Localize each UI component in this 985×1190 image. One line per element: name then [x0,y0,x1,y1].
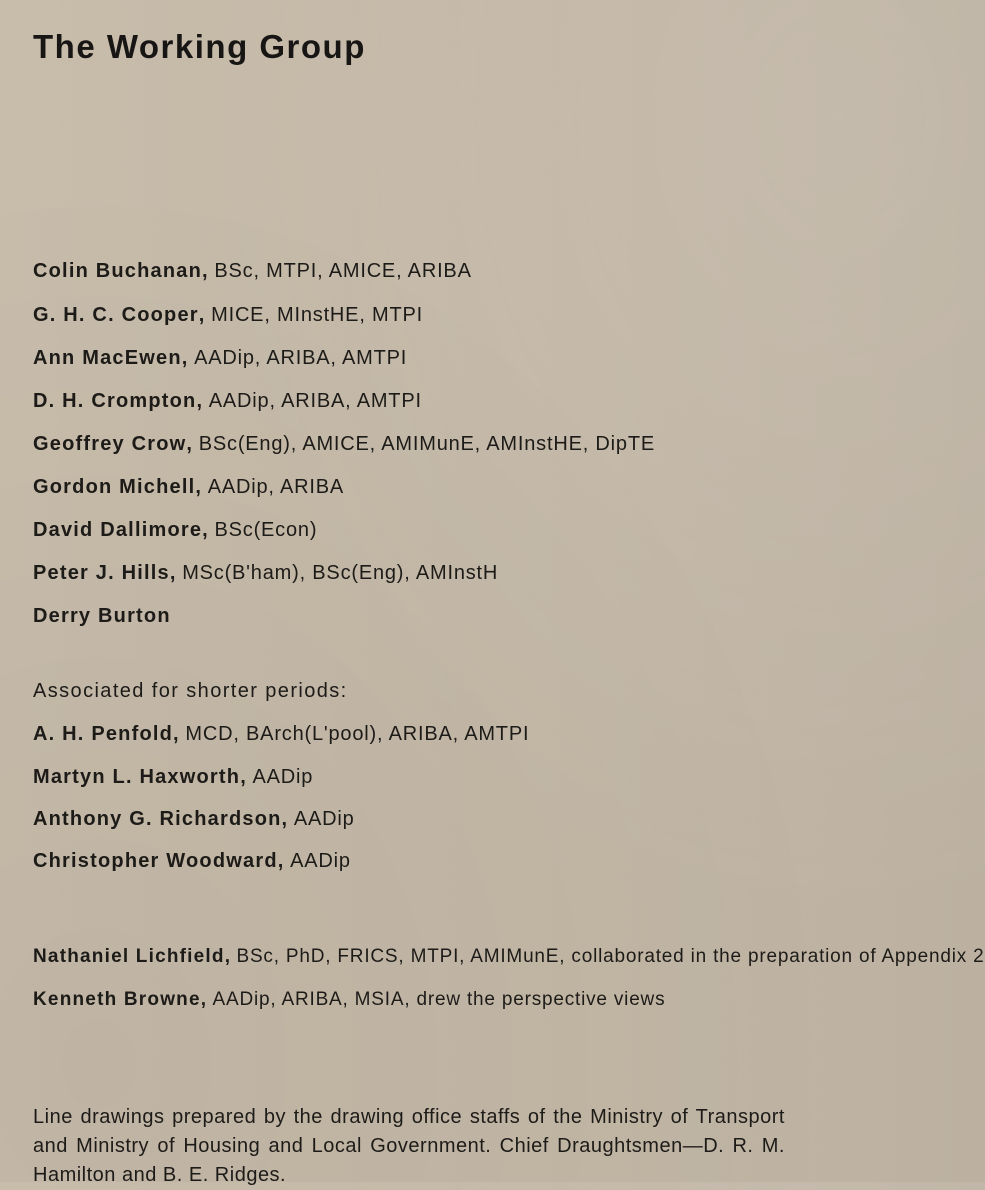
member-entry: G. H. C. Cooper, MICE, MInstHE, MTPI [33,304,424,326]
member-entry: Ann MacEwen, AADip, ARIBA, AMTPI [33,347,408,369]
contributor-entry: Nathaniel Lichfield, BSc, PhD, FRICS, MTPI, AMIMunE, collaborated in the preparation of Appendix 2 [33,946,985,967]
associated-entry: Anthony G. Richardson, AADip [33,808,355,830]
member-name: David Dallimore [33,519,203,541]
member-quals: MICE, MInstHE, MTPI [211,304,424,326]
associated-quals: AADip [252,766,314,788]
associated-entry: Martyn L. Haxworth, AADip [33,766,314,788]
member-quals: AADip, ARIBA, AMTPI [208,390,422,412]
member-name: Colin Buchanan [33,260,203,282]
member-quals: AADip, ARIBA, AMTPI [194,347,408,369]
associated-quals: AADip [293,808,355,830]
member-name: Derry Burton [33,605,171,627]
associated-quals: AADip [290,850,351,872]
member-name: Ann MacEwen [33,347,182,369]
associated-name: Christopher Woodward [33,850,278,872]
associated-heading: Associated for shorter periods: [33,680,348,702]
member-entry: David Dallimore, BSc(Econ) [33,519,318,541]
associated-name: A. H. Penfold [33,723,174,745]
member-entry: Colin Buchanan, BSc, MTPI, AMICE, ARIBA [33,260,472,282]
member-entry [33,605,171,628]
contributor-quals: AADip, ARIBA, MSIA, drew the perspective views [212,989,666,1010]
contributor-quals: BSc, PhD, FRICS, MTPI, AMIMunE, collaborated in the preparation of Appendix 2 [236,946,985,967]
member-name: D. H. Crompton [33,390,197,412]
associated-entry: Christopher Woodward, AADip [33,850,351,872]
member-entry: Geoffrey Crow, BSc(Eng), AMICE, AMIMunE, AMInstHE, DipTE [33,433,655,455]
member-name: Geoffrey Crow [33,433,187,455]
member-entry: D. H. Crompton, AADip, ARIBA, AMTPI [33,390,422,412]
member-entry: Gordon Michell, AADip, ARIBA [33,476,345,498]
member-quals: BSc, MTPI, AMICE, ARIBA [214,260,472,282]
member-name: Peter J. Hills [33,562,170,584]
page-title: The Working Group [33,28,366,65]
member-entry: Peter J. Hills, MSc(B'ham), BSc(Eng), AMInstH [33,562,499,584]
contributor-name: Nathaniel Lichfield [33,946,225,967]
member-quals: MSc(B'ham), BSc(Eng), AMInstH [182,562,499,584]
associated-name: Martyn L. Haxworth [33,766,241,788]
member-quals: AADip, ARIBA [207,476,345,498]
associated-quals: MCD, BArch(L'pool), ARIBA, AMTPI [185,723,530,745]
contributor-entry: Kenneth Browne, AADip, ARIBA, MSIA, drew the perspective views [33,989,666,1010]
member-name: Gordon Michell [33,476,196,498]
associated-name: Anthony G. Richardson [33,808,282,830]
associated-entry: A. H. Penfold, MCD, BArch(L'pool), ARIBA, AMTPI [33,723,530,745]
contributor-name: Kenneth Browne [33,989,201,1010]
member-name: G. H. C. Cooper [33,304,199,326]
member-quals: BSc(Eng), AMICE, AMIMunE, AMInstHE, DipTE [198,433,655,455]
member-quals: BSc(Econ) [214,519,318,541]
drawings-credit: Line drawings prepared by the drawing office staffs of the Ministry of Transport and Ministry of Housing and Local Government. Chief Draughtsmen—D. R. M. Hamilton and B. E. Ridges. [33,1106,785,1186]
